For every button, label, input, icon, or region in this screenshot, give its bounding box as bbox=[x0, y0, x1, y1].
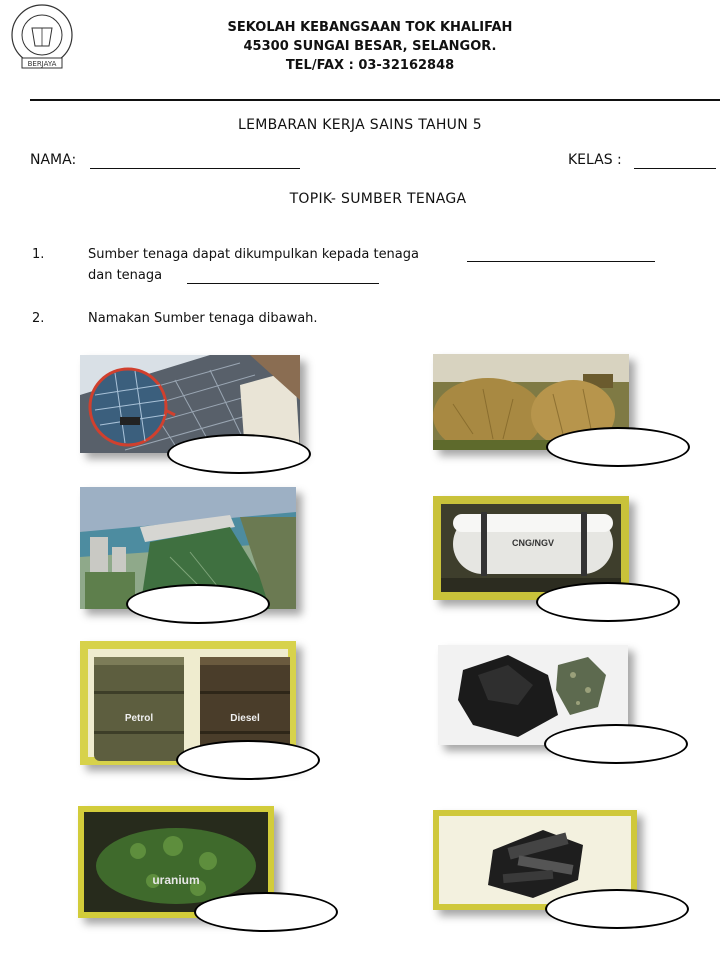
class-label: KELAS : bbox=[568, 152, 622, 168]
uranium-label: uranium bbox=[152, 873, 200, 887]
question-1-blank-2[interactable] bbox=[187, 283, 379, 284]
topic-title: TOPIK- SUMBER TENAGA bbox=[289, 191, 467, 207]
school-address: 45300 SUNGAI BESAR, SELANGOR. bbox=[243, 39, 497, 54]
school-phone: TEL/FAX : 03-32162848 bbox=[285, 58, 455, 73]
answer-oval-coal[interactable] bbox=[544, 724, 688, 764]
answer-oval-charcoal[interactable] bbox=[545, 889, 689, 929]
worksheet-title: LEMBARAN KERJA SAINS TAHUN 5 bbox=[238, 117, 482, 133]
school-logo bbox=[2, 2, 82, 72]
question-2-text: Namakan Sumber tenaga dibawah. bbox=[88, 311, 318, 326]
barrel-label-diesel: Diesel bbox=[230, 713, 260, 724]
answer-oval-biomass[interactable] bbox=[546, 427, 690, 467]
class-answer-line[interactable] bbox=[634, 168, 716, 169]
answer-oval-gas[interactable] bbox=[536, 582, 680, 622]
tank-label: CNG/NGV bbox=[511, 538, 555, 548]
answer-oval-uranium[interactable] bbox=[194, 892, 338, 932]
question-1-blank-1[interactable] bbox=[467, 261, 655, 262]
barrel-label-petrol: Petrol bbox=[124, 713, 154, 724]
question-1-text: Sumber tenaga dapat dikumpulkan kepada tenaga bbox=[88, 247, 419, 262]
answer-oval-oil[interactable] bbox=[176, 740, 320, 780]
answer-oval-solar[interactable] bbox=[167, 434, 311, 474]
question-1-number: 1. bbox=[32, 247, 45, 262]
logo-motto: BERJAYA bbox=[27, 60, 57, 68]
question-2-number: 2. bbox=[32, 311, 45, 326]
header-divider bbox=[30, 99, 720, 101]
question-1-text-2: dan tenaga bbox=[88, 268, 163, 283]
school-name: SEKOLAH KEBANGSAAN TOK KHALIFAH bbox=[227, 20, 513, 35]
name-label: NAMA: bbox=[30, 152, 77, 168]
answer-oval-hydro[interactable] bbox=[126, 584, 270, 624]
name-answer-line[interactable] bbox=[90, 168, 300, 169]
